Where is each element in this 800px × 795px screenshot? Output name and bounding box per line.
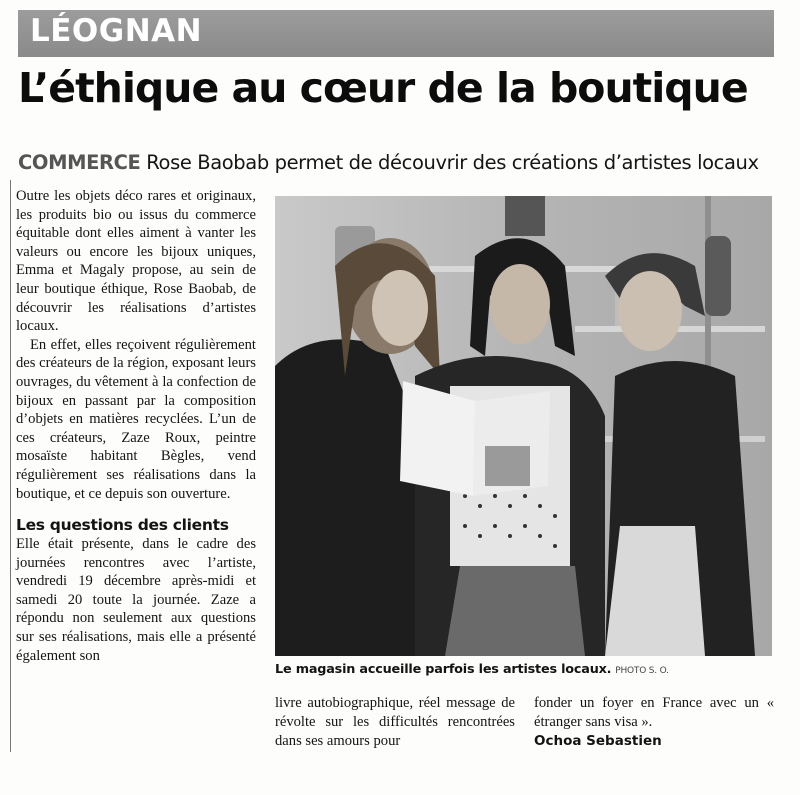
subhead-text: Rose Baobab permet de découvrir des créations d’artistes locaux xyxy=(146,151,759,174)
paragraph-4: livre autobiographique, réel message de révolte sur les difficultés rencontrées dans ses amours pour xyxy=(275,695,515,749)
photo-caption xyxy=(275,662,775,677)
subhead-kicker: COMMERCE xyxy=(18,151,141,174)
column-rule xyxy=(10,180,11,752)
section-label: LÉOGNAN xyxy=(30,13,203,49)
article-subhead xyxy=(18,151,788,174)
article-headline: L’éthique au cœur de la boutique xyxy=(18,64,748,112)
caption-text: Le magasin accueille parfois les artistes locaux. xyxy=(275,662,612,677)
author-signature: Ochoa Sebastien xyxy=(534,733,662,749)
article-photo xyxy=(275,196,772,656)
photo-credit: PHOTO S. O. xyxy=(615,666,669,676)
article-column-2 xyxy=(275,694,515,751)
article-column-3 xyxy=(534,694,774,751)
crosshead: Les questions des clients xyxy=(16,516,229,535)
paragraph-3: Elle était présente, dans le cadre des journées rencontres avec l’artiste, vendredi 19 décembre après-midi et samedi 20 toute la journée. Zaze a répondu non seulement aux questions sur ses réalisations, mais elle a présenté également son xyxy=(16,536,256,664)
photo-illustration xyxy=(275,196,772,656)
paragraph-2: En effet, elles reçoivent régulièrement des créateurs de la région, exposant leurs ouvrages, du vêtement à la confection de bijoux en passant par la composition d’objets en matières recyclées. L’un de ces créateurs, Zaze Roux, peintre mosaïste habitant Bègles, vend régulièrement ses réalisations dans la boutique, et ce depuis son ouverture. xyxy=(16,336,256,502)
section-banner xyxy=(18,10,774,57)
paragraph-5: fonder un foyer en France avec un « étranger sans visa ». xyxy=(534,695,774,730)
paragraph-1: Outre les objets déco rares et originaux, les produits bio ou issus du commerce équitable dont elles aiment à vanter les valeurs ou encore les bijoux uniques, Emma et Magaly propose, au sein de leur boutique éthique, Rose Baobab, de découvrir les réalisations d’artistes locaux. xyxy=(16,188,256,335)
article-column-1 xyxy=(16,187,256,665)
